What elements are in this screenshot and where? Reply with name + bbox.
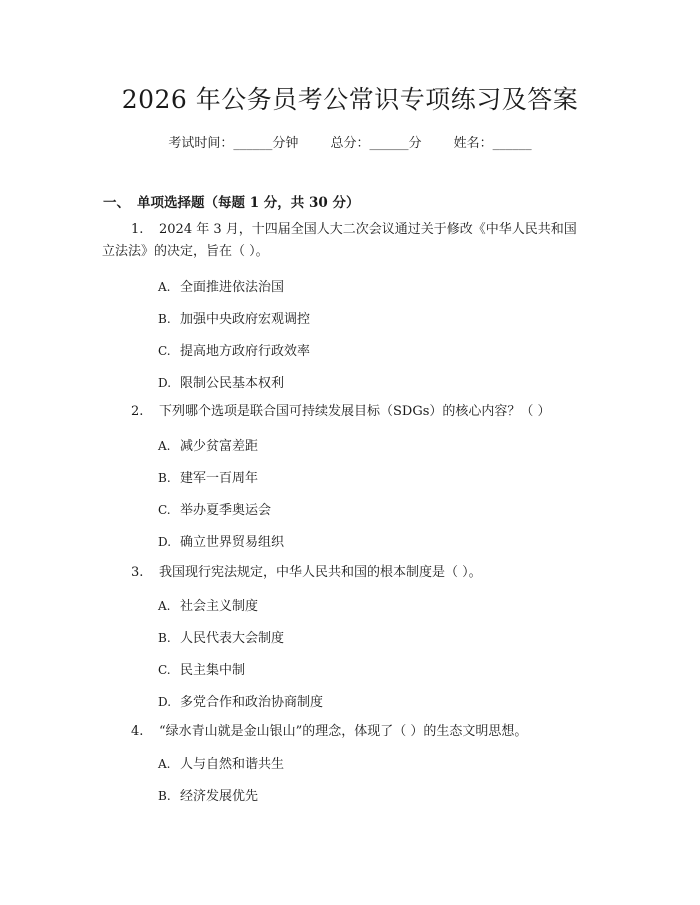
option-text: 民主集中制 <box>180 663 246 678</box>
question-text: 下列哪个选项是联合国可持续发展目标（SDGs）的核心内容？（ ） <box>159 404 551 419</box>
question-text: 2024 年 3 月，十四届全国人大二次会议通过关于修改《中华人民共和国 <box>159 222 577 237</box>
option-text: 加强中央政府宏观调控 <box>180 312 311 327</box>
option-text: 全面推进依法治国 <box>180 280 285 295</box>
option-letter: A. <box>158 439 171 453</box>
option-text: 经济发展优先 <box>180 789 259 804</box>
option-text: 社会主义制度 <box>180 599 259 614</box>
option-3a <box>158 595 258 614</box>
option-1b <box>158 308 310 327</box>
section-title-text: 单项选择题（每题 1 分，共 30 分） <box>137 195 360 211</box>
question-text: “绿水青山就是金山银山”的理念，体现了（ ）的生态文明思想。 <box>159 724 528 739</box>
option-letter: A. <box>158 280 171 294</box>
option-letter: D. <box>158 695 172 709</box>
section-heading <box>103 191 359 211</box>
option-1a <box>158 276 284 295</box>
question-4 <box>131 721 631 743</box>
name-field: 姓名：______ <box>453 136 532 151</box>
question-text: 我国现行宪法规定，中华人民共和国的根本制度是（ ）。 <box>159 565 482 580</box>
question-2 <box>131 401 631 423</box>
option-letter: D. <box>158 535 172 549</box>
option-2b <box>158 467 258 486</box>
question-number: 2. <box>131 404 144 419</box>
option-letter: A. <box>158 599 171 613</box>
option-letter: B. <box>158 631 171 645</box>
option-3d <box>158 691 323 710</box>
option-text: 多党合作和政治协商制度 <box>180 695 324 710</box>
option-4b <box>158 785 258 804</box>
option-letter: C. <box>158 663 171 677</box>
option-letter: D. <box>158 376 172 390</box>
question-number: 1. <box>131 222 144 237</box>
question-3 <box>131 562 601 584</box>
page-title: 2026 年公务员考公常识专项练习及答案 <box>121 85 579 114</box>
option-2c <box>158 499 271 518</box>
option-letter: C. <box>158 503 171 517</box>
option-2a <box>158 435 258 454</box>
exam-time-field: 考试时间：______分钟 <box>168 136 299 151</box>
total-score-field: 总分：______分 <box>330 136 422 151</box>
section-number: 一、 <box>103 195 130 211</box>
option-letter: B. <box>158 471 171 485</box>
option-text: 减少贫富差距 <box>180 439 259 454</box>
question-1 <box>102 219 601 263</box>
option-text: 提高地方政府行政效率 <box>180 344 311 359</box>
option-3b <box>158 627 284 646</box>
option-text: 限制公民基本权利 <box>180 376 285 391</box>
option-2d <box>158 531 284 550</box>
option-letter: C. <box>158 344 171 358</box>
option-text: 举办夏季奥运会 <box>180 503 272 518</box>
option-text: 人民代表大会制度 <box>180 631 285 646</box>
option-letter: A. <box>158 757 171 771</box>
question-number: 4. <box>131 724 144 739</box>
option-text: 确立世界贸易组织 <box>180 535 285 550</box>
option-1d <box>158 372 284 391</box>
question-number: 3. <box>131 565 144 580</box>
option-text: 建军一百周年 <box>180 471 259 486</box>
option-text: 人与自然和谐共生 <box>180 757 285 772</box>
option-3c <box>158 659 245 678</box>
option-1c <box>158 340 310 359</box>
option-4a <box>158 753 284 772</box>
exam-info <box>0 132 700 151</box>
question-text-continued: 立法法》的决定，旨在（ ）。 <box>102 244 269 259</box>
option-letter: B. <box>158 312 171 326</box>
option-letter: B. <box>158 789 171 803</box>
